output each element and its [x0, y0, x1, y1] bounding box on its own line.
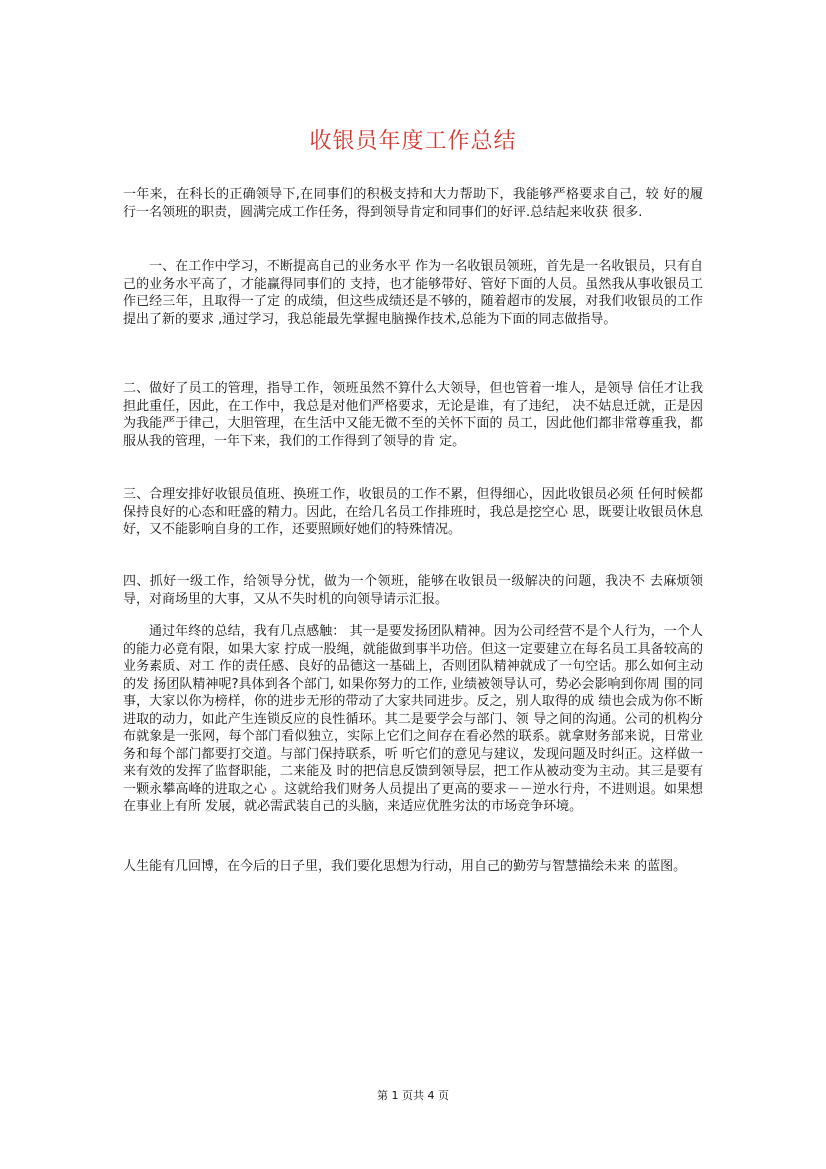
paragraph-section-2: 二、做好了员工的管理，指导工作，领班虽然不算什么大领导，但也管着一堆人，是领导 信任才让我担此重任，因此，在工作中，我总是对他们严格要求，无论是谁，有了违纪， 决不姑息迁就，正是因为我能严于律己，大胆管理，在生活中又能无微不至的关怀下面的 员工，因此他们都非常尊重我，都服从我的管理，一年下来，我们的工作得到了领导的肯 定。	[123, 381, 703, 449]
paragraph-intro: 一年来，在科长的正确领导下,在同事们的积极支持和大力帮助下，我能够严格要求自己，较 好的履行一名领班的职责，圆满完成工作任务，得到领导肯定和同事们的好评.总结起来收获 很多.	[123, 187, 703, 220]
paragraph-closing: 人生能有几回博，在今后的日子里，我们要化思想为行动，用自己的勤劳与智慧描绘未来 的蓝图。	[123, 859, 687, 874]
paragraph-section-4: 四、抓好一级工作，给领导分忧，做为一个领班，能够在收银员一级解决的问题，我决不 去麻烦领导，对商场里的大事，又从不失时机的向领导请示汇报。	[123, 574, 703, 607]
paragraph-section-1: 一、在工作中学习，不断提高自己的业务水平 作为一名收银员领班，首先是一名收银员，只有自己的业务水平高了，才能赢得同事们的 支持，也才能够带好、管好下面的人员。虽然我从事收银员工作已经三年，且取得一了定 的成绩，但这些成绩还是不够的，随着超市的发展，对我们收银员的工作提出了新的要求 ,通过学习，我总能最先掌握电脑操作技术,总能为下面的同志做指导。	[123, 259, 703, 327]
paragraph-summary: 通过年终的总结，我有几点感触： 其一是要发扬团队精神。因为公司经营不是个人行为，一个人的能力必竟有限，如果大家 拧成一股绳，就能做到事半功倍。但这一定要建立在每名员工具备较高的业务素质、对工 作的责任感、良好的品德这一基础上，否则团队精神就成了一句空话。那么如何主动的发 扬团队精神呢?具体到各个部门, 如果你努力的工作, 业绩被领导认可，势必会影响到你周 围的同事，大家以你为榜样，你的进步无形的带动了大家共同进步。反之，别人取得的成 绩也会成为你不断进取的动力，如此产生连锁反应的良性循环。其二是要学会与部门、领 导之间的沟通。公司的机构分布就象是一张网，每个部门看似独立，实际上它们之间存在看必然的联系。就拿财务部来说，日常业务和每个部门都要打交道。与部门保持联系，听 听它们的意见与建议，发现问题及时纠正。这样做一来有效的发挥了监督职能，二来能及 时的把信息反馈到领导层，把工作从被动变为主动。其三是要有一颗永攀高峰的进取之心 。这就给我们财务人员提出了更高的要求－－逆水行舟，不进则退。如果想在事业上有所 发展，就必需武装自己的头脑，来适应优胜劣汰的市场竞争环境。	[123, 624, 703, 814]
page-number-footer: 第 1 页共 4 页	[377, 1089, 449, 1102]
paragraph-section-3: 三、合理安排好收银员值班、换班工作，收银员的工作不累，但得细心，因此收银员必须 任何时候都保持良好的心态和旺盛的精力。因此，在给几名员工作排班时，我总是挖空心 思，既要让收银员休息好，又不能影响自身的工作，还要照顾好她们的特殊情况。	[123, 487, 703, 537]
document-title: 收银员年度工作总结	[309, 129, 517, 154]
